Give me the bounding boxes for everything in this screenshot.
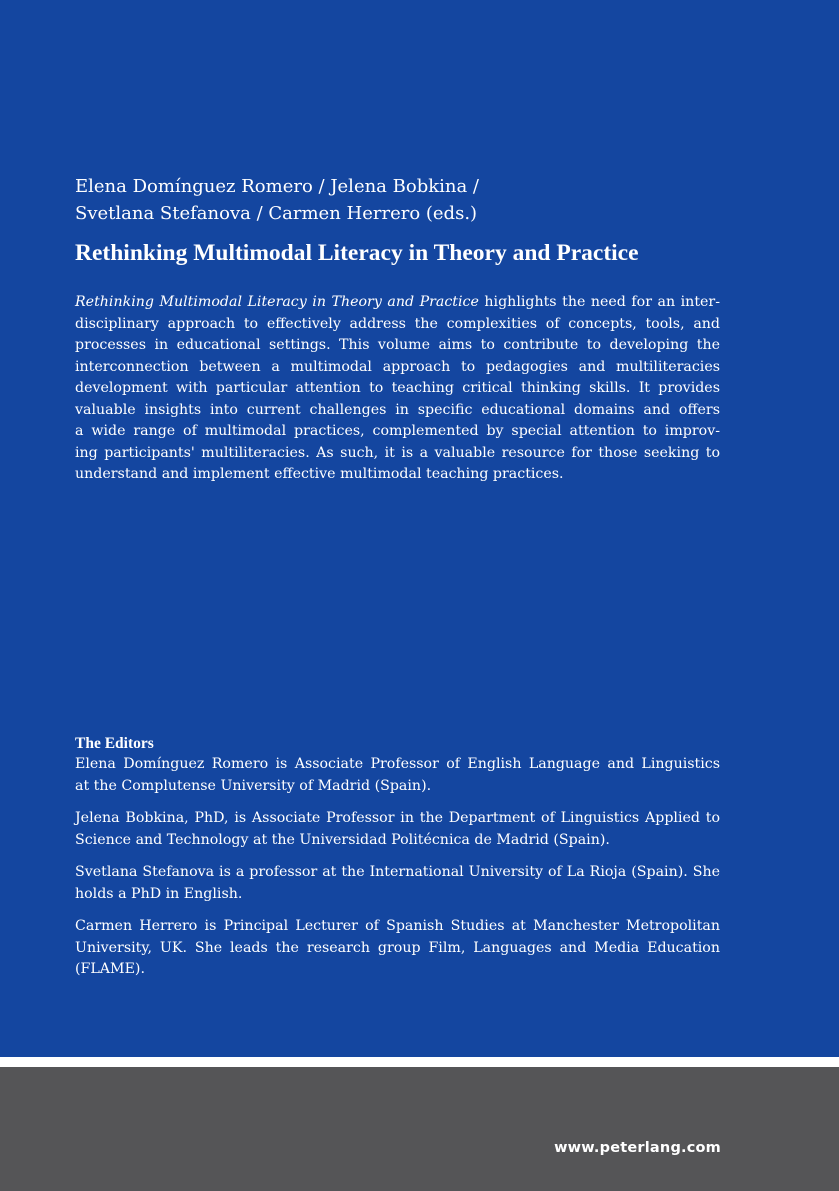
bio-line: Science and Technology at the Universidad Politécnica de Madrid (Spain). (75, 831, 610, 848)
blurb-line: interconnection between a multimodal approach to pedagogies and multiliteracies (75, 358, 720, 375)
blurb-line: valuable insights into current challenges in specific educational domains and offers (75, 401, 720, 418)
publisher-website[interactable]: www.peterlang.com (554, 1140, 721, 1156)
editors-heading: The Editors (75, 735, 154, 752)
bio-line: Jelena Bobkina, PhD, is Associate Professor in the Department of Linguistics Applied to (75, 810, 720, 826)
bio-line: at the Complutense University of Madrid (Spain). (75, 777, 432, 794)
bio-line: (FLAME). (75, 961, 145, 977)
blurb-line-text: highlights the need for an inter- (478, 294, 720, 310)
bio-line: Svetlana Stefanova is a professor at the International University of La Rioja (Spain). She (75, 864, 720, 880)
bio-line: Elena Domínguez Romero is Associate Professor of English Language and Linguistics (75, 756, 720, 772)
authors-line-1: Elena Domínguez Romero / Jelena Bobkina / (75, 176, 479, 197)
editor-bio-bobkina (75, 808, 720, 851)
blurb-line: understand and implement effective multimodal teaching practices. (75, 466, 564, 482)
editor-bio-stefanova (75, 862, 720, 905)
footer-band (0, 1067, 839, 1191)
divider-stripe (0, 1057, 839, 1067)
blurb-italic-title: Rethinking Multimodal Literacy in Theory and Practice (75, 294, 479, 310)
bio-line: Carmen Herrero is Principal Lecturer of Spanish Studies at Manchester Metropolitan (75, 918, 720, 934)
blurb-line: ing participants' multiliteracies. As such, it is a valuable resource for those seeking to (75, 444, 720, 461)
authors (75, 173, 735, 227)
authors-line-2: Svetlana Stefanova / Carmen Herrero (eds.) (75, 203, 478, 224)
editor-bio-herrero (75, 916, 720, 981)
book-title: Rethinking Multimodal Literacy in Theory and Practice (75, 240, 639, 266)
blurb (75, 292, 720, 486)
bio-line: University, UK. She leads the research group Film, Languages and Media Education (75, 939, 720, 956)
blurb-line: development with particular attention to teaching critical thinking skills. It provides (75, 380, 720, 396)
editor-bio-dominguez (75, 754, 720, 797)
blurb-line: disciplinary approach to effectively address the complexities of concepts, tools, and (75, 315, 720, 332)
blurb-line: processes in educational settings. This volume aims to contribute to developing the (75, 337, 720, 353)
blurb-line: a wide range of multimodal practices, complemented by special attention to improv- (75, 423, 720, 439)
blurb-line (75, 292, 720, 314)
bio-line: holds a PhD in English. (75, 885, 243, 902)
